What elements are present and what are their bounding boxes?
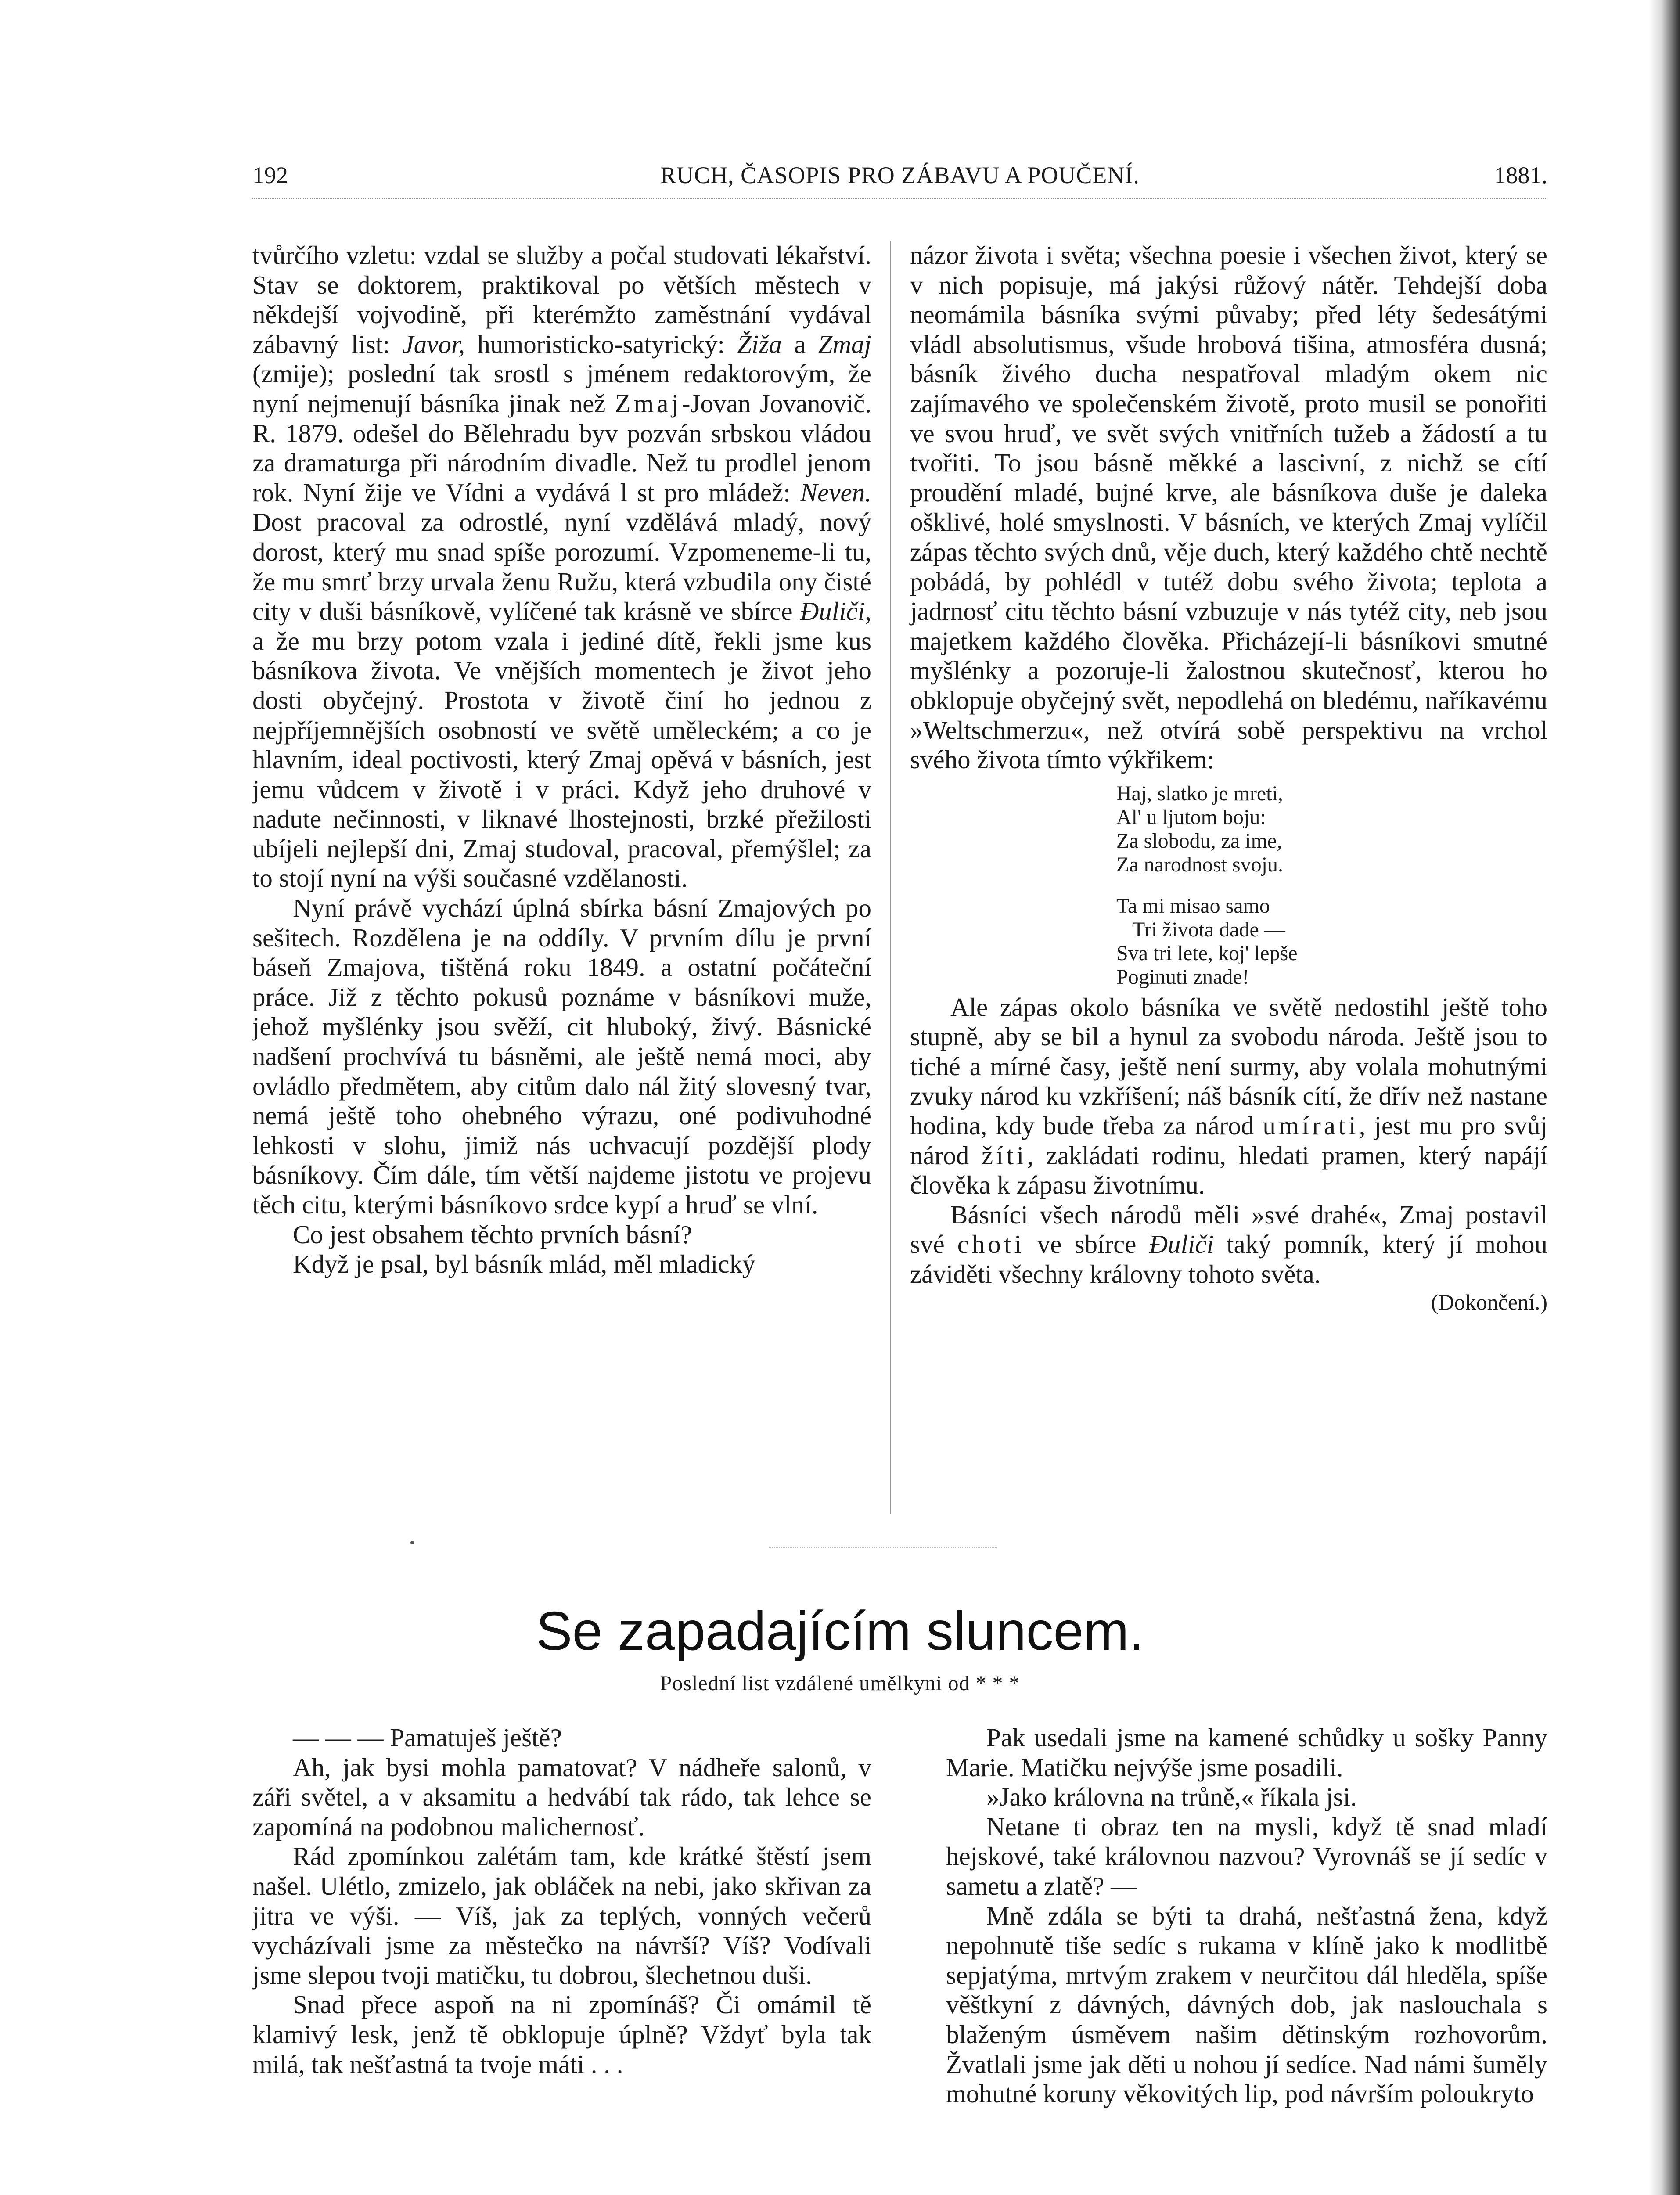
article2-left-column <box>252 1723 871 2079</box>
poem-line: Poginuti znade! <box>1116 965 1249 989</box>
poem-line: Tri života dade — <box>1132 918 1285 941</box>
article2-right-column <box>946 1723 1547 2109</box>
paragraph: Pak usedali jsme na kamené schůdky u sošky Panny Marie. Matičku nejvýše jsme posadili. <box>946 1723 1547 1782</box>
poem-line: Al' u ljutom boju: <box>1116 805 1266 829</box>
section-separator <box>769 1547 997 1548</box>
poem-stanza <box>1116 782 1547 877</box>
paragraph: Nyní právě vychází úplná sbírka básní Zmajových po sešitech. Rozdělena je na oddíly. V prvním dílu je první báseň Zmajova, tištěná roku 1849. a ostatní počáteční práce. Již z těchto pokusů poznáme v básníkovi muže, jehož myšlénky jsou svěží, cit hluboký, živý. Básnické nadšení prochvívá tu básněmi, ale ještě nemá moci, aby ovládlo předmětem, aby citům dalo nál žitý slovesný tvar, nemá ještě toho ohebného výrazu, oné podivuhodné lehkosti v slohu, jimiž nás uchvacují pozdější plody básníkovy. Čím dále, tím větší najdeme jistotu ve projevu těch citu, kterými básníkovo srdce kypí a hruď se vlní. <box>252 893 871 1219</box>
paragraph: Básníci všech národů měli »své drahé«, Zmaj postavil své choti ve sbírce Đuliči taký pomník, který jí mohou záviděti všechny královny tohoto světa. <box>910 1200 1547 1289</box>
column-rule <box>890 241 891 1514</box>
header-rule <box>252 198 1547 199</box>
article1-right-column <box>910 241 1547 1317</box>
poem-line: Za slobodu, za ime, <box>1116 829 1282 853</box>
paragraph: Mně zdála se býti ta drahá, nešťastná žena, když nepohnutě tiše sedíc s rukama v klíně jako k modlitbě sepjatýma, mrtvým zrakem v neurčitou dál hleděla, spíše věštkyní z dávných, dávných dob, jak naslouchala s blaženým úsměvem našim dětinským rozhovorům. Žvatlali jsme jak děti u nohou jí sedíce. Nad námi šuměly mohutné koruny věkovitých lip, pod návrším poloukryto <box>946 1901 1547 2109</box>
article1-left-column <box>252 241 871 1279</box>
paragraph: Když je psal, byl básník mlád, měl mladický <box>293 1249 755 1279</box>
poem-line: Ta mi misao samo <box>1116 894 1270 918</box>
paragraph: Co jest obsahem těchto prvních básní? <box>293 1220 692 1249</box>
poem-stanza <box>1116 894 1547 989</box>
scan-edge-shadow <box>1649 0 1680 2195</box>
paragraph: Ah, jak bysi mohla pamatovat? V nádheře salonů, v záři světel, a v aksamitu a hedvábí tak rádo, tak lehce se zapomíná na podobnou malichernosť. <box>252 1752 871 1841</box>
page-number: 192 <box>252 162 288 188</box>
article-title: Se zapadajícím sluncem. <box>536 1601 1144 1662</box>
poem-line: Za narodnost svoju. <box>1116 853 1283 876</box>
paragraph: Netane ti obraz ten na mysli, když tě snad mladí hejskové, také královnou nazvou? Vyrovnáš se jí sedíc v sametu a zlatě? — <box>946 1812 1547 1900</box>
header-year: 1881. <box>1494 162 1547 188</box>
paragraph: — — — Pamatuješ ještě? <box>293 1723 562 1752</box>
page-header <box>252 162 1547 192</box>
poem-line: Haj, slatko je mreti, <box>1116 781 1283 805</box>
paragraph: Snad přece aspoň na ni zpomínáš? Či omámil tě klamivý lesk, jenž tě obklopuje úplně? Vždyť byla tak milá, tak nešťastná ta tvoje máti . . . <box>252 1990 871 2079</box>
paragraph: Ale zápas okolo básníka ve světě nedostihl ještě toho stupně, aby se bil a hynul za svobodu národa. Ještě jsou to tiché a mírné časy, ještě není surmy, aby volala mohutnými zvuky národ ku vzkříšení; náš básník cítí, že dřív než nastane hodina, kdy bude třeba za národ umírati, jest mu pro svůj národ žíti, zakládati rodinu, hledati pramen, který napájí člověka k zápasu životnímu. <box>910 992 1548 1200</box>
paragraph: »Jako královna na trůně,« říkala jsi. <box>986 1782 1357 1812</box>
continuation-note: (Dokončení.) <box>1431 1289 1547 1314</box>
paragraph: názor života i světa; všechna poesie i všechen život, který se v nich popisuje, má jakýsi růžový nátěr. Tehdejší doba neomámila básníka svými půvaby; před léty šedesátými vládl absolutismus, všude hrobová tišina, atmosféra dusná; básník živého ducha nespatřoval mladým okem nic zajímavého ve společenském životě, proto musil se ponořiti ve svou hruď, ve svět svých vnitřních tužeb a žádostí a tu tvořiti. To jsou básně měkké a lascivní, z nichž se cítí proudění mladé, bujné krve, ale básníkova duše je daleka ošklivé, holé smyslnosti. V básních, ve kterých Zmaj vylíčil zápas těchto svých dnů, věje duch, který každého chtě nechtě pobádá, by pohlédl v tutéž dobu svého života; teplota a jadrnosť citu těchto básní vzbuzuje v nás tytéž city, neb jsou majetkem každého člověka. Přicházejí-li básníkovi smutné myšlénky a pozoruje-li žalostnou skutečnosť, kterou ho obklopuje obyčejný svět, nepodlehá on bledému, naříkavému »Weltschmerzu«, než otvírá sobě perspektivu na vrchol svého života tímto výkřikem: <box>910 241 1547 774</box>
journal-title: RUCH, ČASOPIS PRO ZÁBAVU A POUČENÍ. <box>660 162 1140 188</box>
ornament-dot <box>410 1541 414 1544</box>
paragraph: tvůrčího vzletu: vzdal se služby a počal studovati lékařství. Stav se doktorem, praktikoval po větších městech v někdejší vojvodině, při kterémžto zaměstnání vydával zábavný list: Javor, humoristicko-satyrický: Žiža a Zmaj (zmije); poslední tak srostl s jménem redaktorovým, že nyní nejmenují básníka jinak než Zmaj-Jovan Jovanovič. R. 1879. odešel do Bělehradu byv pozván srbskou vládou za dramaturga při národním divadle. Než tu prodlel jenom rok. Nyní žije ve Vídni a vydává l st pro mládež: Neven. Dost pracoval za odrostlé, nyní vzdělává mladý, nový dorost, který mu snad spíše porozumí. Vzpomeneme-li tu, že mu smrť brzy urvala ženu Ružu, která vzbudila ony čisté city v duši básníkově, vylíčené tak krásně ve sbírce Đuliči, a že mu brzy potom vzala i jediné dítě, řekli jsme kus básníkova života. Ve vnějších momentech je život jeho dosti obyčejný. Prostota v životě činí ho jednou z nejpříjemnějších osobností ve světě uměleckém; a co je hlavním, ideal poctivosti, který Zmaj opěvá v básních, jest jemu vůdcem v životě i v práci. Když jeho druhové v nadute nečinnosti, v liknavé lhostejnosti, brzké přežilosti ubíjeli nejlepší dni, Zmaj studoval, pracoval, přemýšlel; za to stojí nyní na výši současné vzdělanosti. <box>252 241 871 893</box>
paragraph: Rád zpomínkou zalétám tam, kde krátké štěstí jsem našel. Ulétlo, zmizelo, jak obláček na nebi, jako skřivan za jitra ve výši. — Víš, jak za teplých, vonných večerů vycházívali jsme za městečko na návrší? Víš? Vodívali jsme slepou tvoji matičku, tu dobrou, šlechetnou duši. <box>252 1842 871 1990</box>
article-subtitle: Poslední list vzdálené umělkyni od * * * <box>660 1672 1020 1695</box>
poem-line: Sva tri lete, koj' lepše <box>1116 941 1298 965</box>
